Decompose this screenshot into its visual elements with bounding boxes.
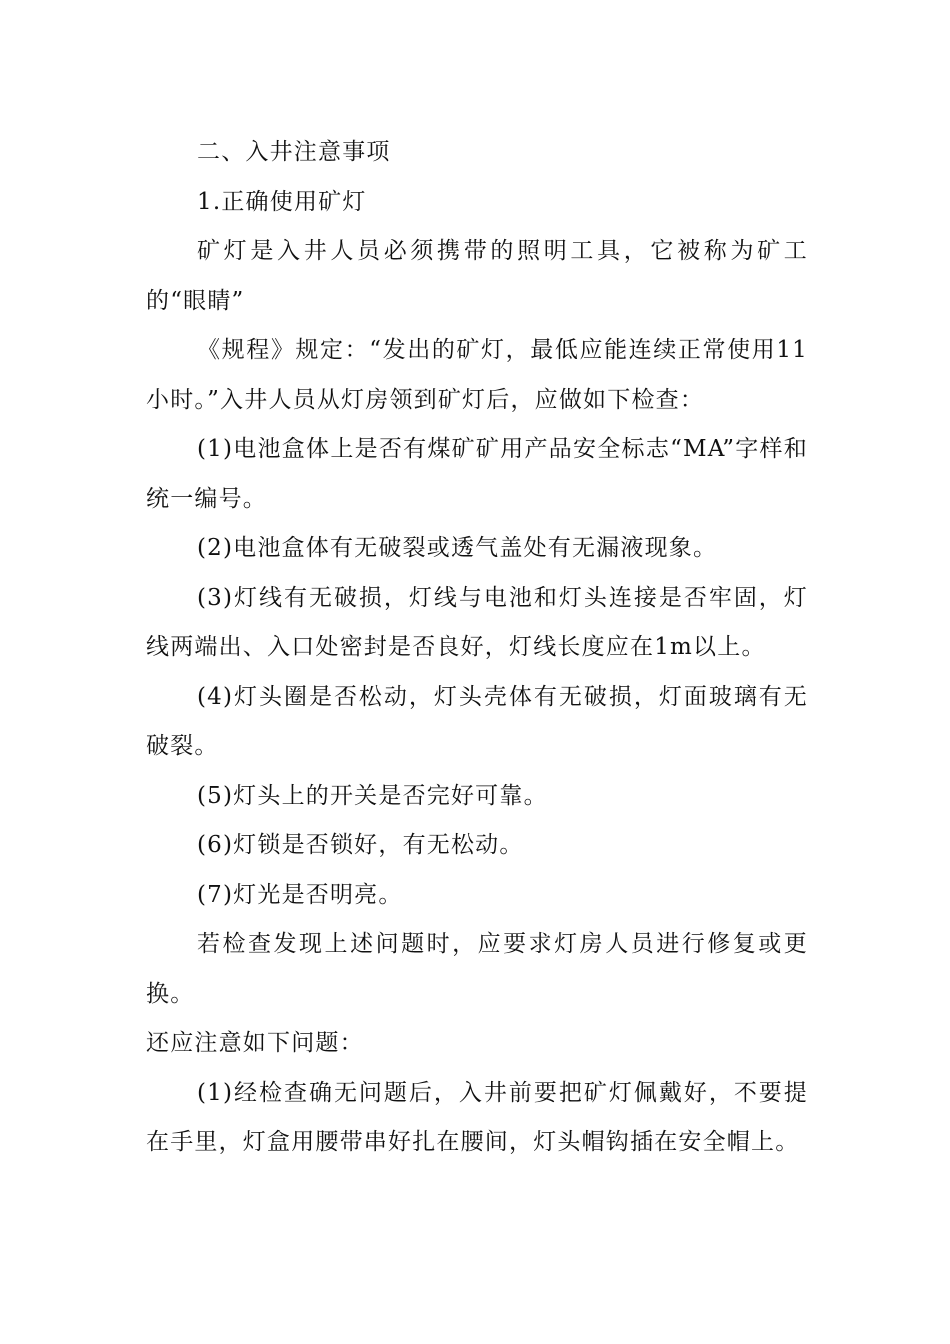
body-paragraph: 若检查发现上述问题时，应要求灯房人员进行修复或更换。 xyxy=(146,931,808,1007)
body-paragraph-unindented: 还应注意如下问题： xyxy=(146,1030,364,1056)
checklist-item: (4)灯头圈是否松动，灯头壳体有无破损，灯面玻璃有无破裂。 xyxy=(146,683,808,759)
body-paragraph: 矿灯是入井人员必须携带的照明工具，它被称为矿工的“眼睛” xyxy=(146,238,808,314)
checklist-item: (3)灯线有无破损，灯线与电池和灯头连接是否牢固，灯线两端出、入口处密封是否良好，灯线长度应在1m以上。 xyxy=(146,584,808,660)
body-paragraph: 《规程》规定：“发出的矿灯，最低应能连续正常使用11小时。”入井人员从灯房领到矿灯后，应做如下检查： xyxy=(146,337,808,413)
checklist-item: (5)灯头上的开关是否完好可靠。 xyxy=(197,782,548,809)
document-body xyxy=(146,128,808,1168)
subsection-heading: 1.正确使用矿灯 xyxy=(197,188,367,215)
checklist-item: (1)经检查确无问题后，入井前要把矿灯佩戴好，不要提在手里，灯盒用腰带串好扎在腰间，灯头帽钩插在安全帽上。 xyxy=(146,1079,808,1155)
checklist-item: (1)电池盒体上是否有煤矿矿用产品安全标志“MA”字样和统一编号。 xyxy=(146,436,808,512)
checklist-item: (6)灯锁是否锁好，有无松动。 xyxy=(197,832,524,858)
section-heading: 二、入井注意事项 xyxy=(197,139,391,165)
checklist-item: (2)电池盒体有无破裂或透气盖处有无漏液现象。 xyxy=(197,535,718,561)
checklist-item: (7)灯光是否明亮。 xyxy=(197,881,403,908)
